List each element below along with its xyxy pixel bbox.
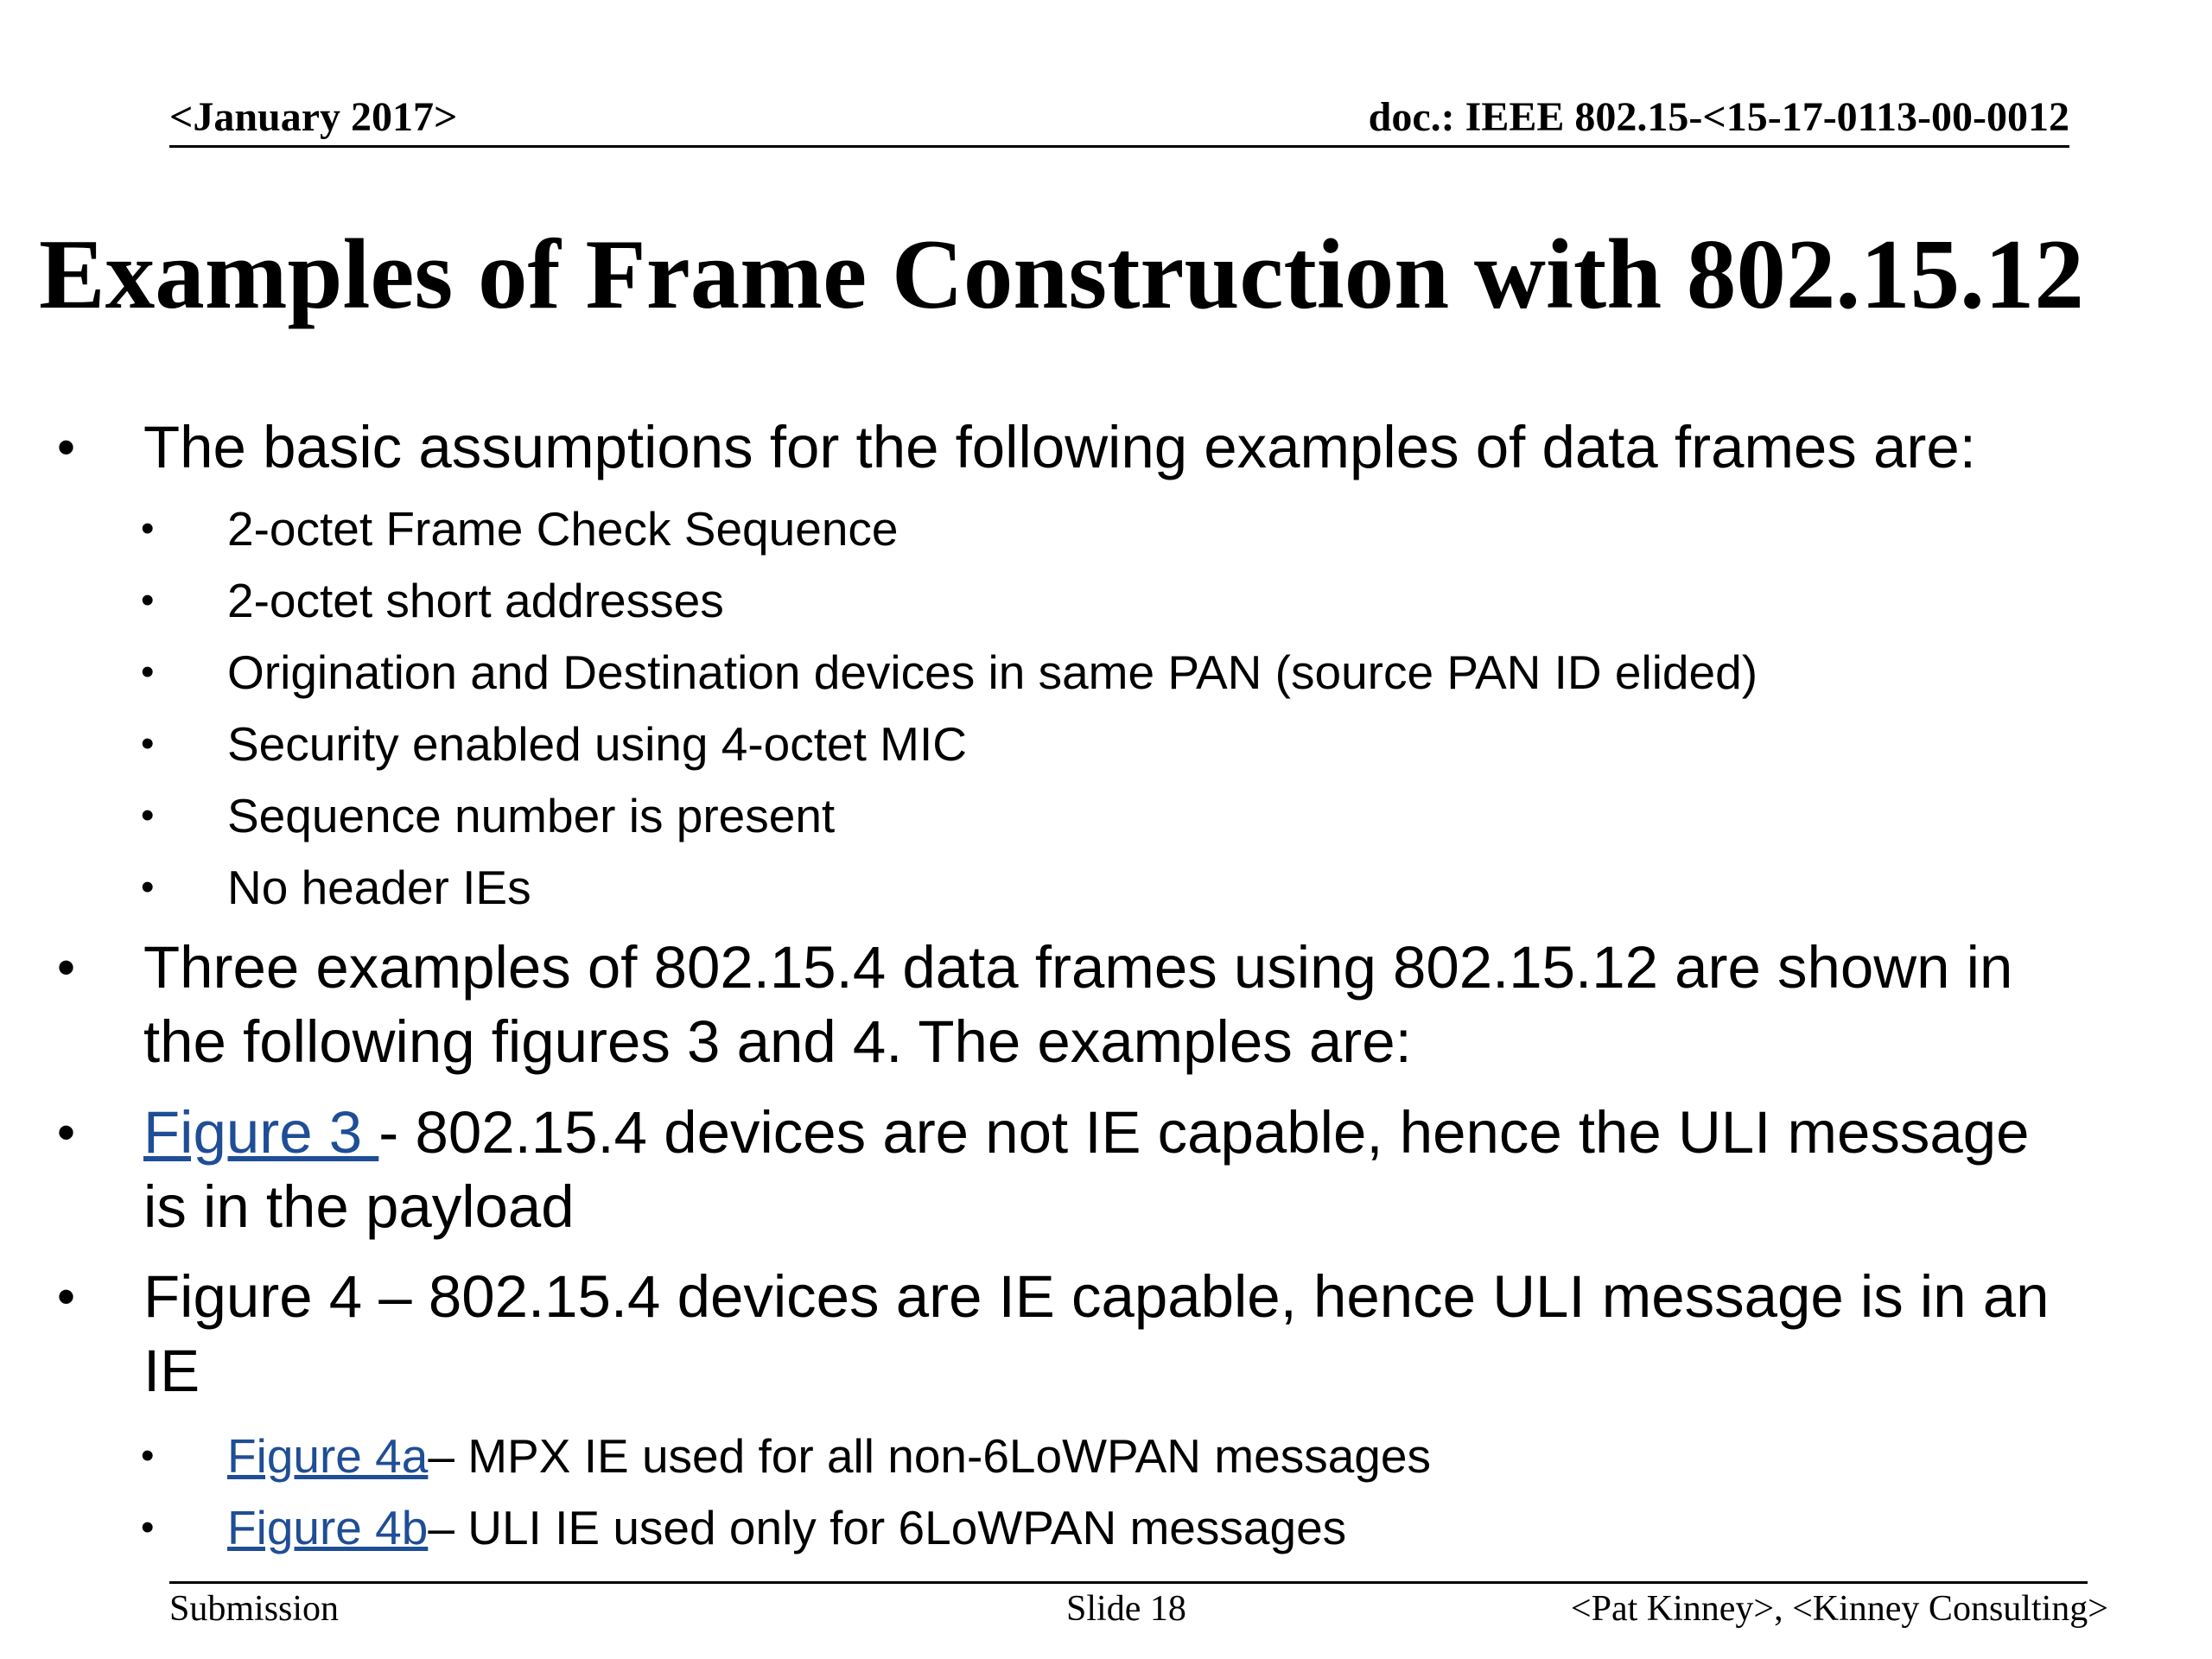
sub-bullet-text: – ULI IE used only for 6LoWPAN messages <box>428 1501 1347 1554</box>
figure-4b-link[interactable]: Figure 4b <box>227 1501 429 1554</box>
bullet-text-line-2: the following figures 3 and 4. The examples are: <box>143 1008 1412 1075</box>
sub-bullet-text: Sequence number is present <box>227 789 836 842</box>
header-doc-id: doc.: IEEE 802.15-<15-17-0113-00-0012 <box>1368 94 2069 140</box>
figure-4a-link[interactable]: Figure 4a <box>227 1429 429 1483</box>
slide-title: Examples of Frame Construction with 802.15.12 <box>39 219 2084 329</box>
bullet-three-examples-cont <box>143 1005 1412 1079</box>
bullet-basic-assumptions <box>57 410 1976 485</box>
footer-author: <Pat Kinney>, <Kinney Consulting> <box>1570 1589 2108 1629</box>
sub-bullet-security <box>141 714 967 774</box>
bullet-text-line-2: IE <box>143 1338 200 1404</box>
bullet-text: - 802.15.4 devices are not IE capable, hence the ULI message <box>378 1099 2030 1166</box>
sub-bullet-text: – MPX IE used for all non-6LoWPAN messages <box>428 1429 1431 1483</box>
sub-bullet-short-addresses <box>141 570 724 631</box>
header-date: <January 2017> <box>169 94 458 140</box>
bullet-dot-icon: • <box>141 794 155 836</box>
footer-submission: Submission <box>169 1589 340 1629</box>
sub-bullet-fcs <box>141 499 899 559</box>
bullet-dot-icon: • <box>141 1434 155 1477</box>
bullet-dot-icon: • <box>141 866 155 908</box>
figure-3-link[interactable]: Figure 3 <box>143 1099 379 1166</box>
bullet-dot-icon: • <box>141 507 155 550</box>
sub-bullet-text: Origination and Destination devices in same PAN (source PAN ID elided) <box>227 645 1758 699</box>
sub-bullet-figure-4a <box>141 1426 1431 1486</box>
header-divider <box>169 145 2069 148</box>
bullet-figure-3 <box>57 1096 2030 1170</box>
bullet-dot-icon: • <box>141 722 155 765</box>
bullet-figure-4-cont <box>143 1334 200 1408</box>
bullet-dot-icon: • <box>57 938 76 996</box>
footer-slide-number: Slide 18 <box>1066 1589 1186 1629</box>
sub-bullet-text: 2-octet Frame Check Sequence <box>227 502 899 556</box>
sub-bullet-figure-4b <box>141 1497 1347 1558</box>
sub-bullet-sequence-number <box>141 785 836 846</box>
bullet-text: The basic assumptions for the following examples of data frames are: <box>143 414 1976 480</box>
bullet-dot-icon: • <box>57 1268 76 1325</box>
sub-bullet-text: Security enabled using 4-octet MIC <box>227 717 967 771</box>
sub-bullet-same-pan <box>141 642 1758 702</box>
bullet-figure-4 <box>57 1260 2050 1334</box>
bullet-three-examples <box>57 931 2013 1005</box>
bullet-text-line-1: Figure 4 – 802.15.4 devices are IE capable, hence ULI message is in an <box>143 1263 2050 1330</box>
bullet-dot-icon: • <box>57 418 76 476</box>
footer-divider <box>169 1581 2088 1584</box>
bullet-dot-icon: • <box>141 651 155 693</box>
bullet-dot-icon: • <box>141 1506 155 1548</box>
bullet-text-line-1: Three examples of 802.15.4 data frames using 802.15.12 are shown in <box>143 934 2013 1001</box>
bullet-text-line-2: is in the payload <box>143 1173 575 1240</box>
bullet-dot-icon: • <box>57 1103 76 1161</box>
sub-bullet-no-header-ies <box>141 857 531 918</box>
sub-bullet-text: No header IEs <box>227 861 531 914</box>
sub-bullet-text: 2-octet short addresses <box>227 574 724 627</box>
bullet-figure-3-cont <box>143 1170 575 1244</box>
bullet-dot-icon: • <box>141 579 155 621</box>
